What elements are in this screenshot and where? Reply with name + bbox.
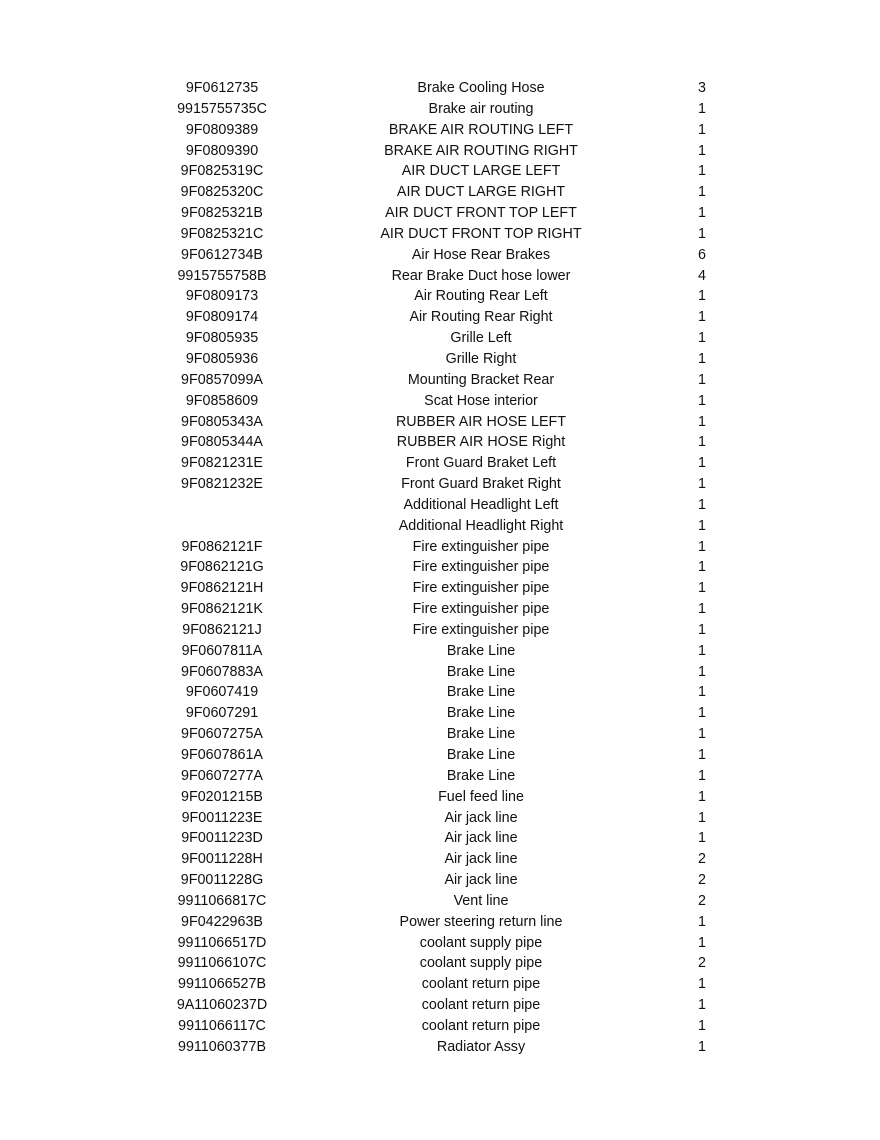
part-number-cell: 9911066117C — [178, 1017, 266, 1034]
description-cell: Air jack line — [444, 872, 518, 889]
part-number-cell: 9F0612734B — [181, 246, 263, 263]
description-cell: Fire extinguisher pipe — [412, 621, 550, 638]
table-row — [0, 557, 880, 578]
description-cell: Air jack line — [444, 830, 518, 847]
quantity-cell: 1 — [698, 601, 706, 618]
part-number-cell: 9F0809389 — [185, 121, 259, 138]
table-row — [0, 828, 880, 849]
description-cell: coolant supply pipe — [419, 934, 543, 951]
part-number-cell: 9911066817C — [177, 892, 267, 909]
description-cell: Air jack line — [444, 851, 518, 868]
description-cell: coolant return pipe — [421, 976, 541, 993]
part-number-cell: 9F0805344A — [181, 434, 263, 451]
description-cell: Air Routing Rear Left — [414, 288, 548, 305]
quantity-cell: 1 — [698, 559, 706, 576]
quantity-cell: 1 — [698, 747, 706, 763]
table-row — [0, 286, 880, 307]
description-cell: Rear Brake Duct hose lower — [391, 267, 571, 284]
description-cell: Additional Headlight Left — [403, 496, 559, 513]
quantity-cell: 1 — [698, 913, 706, 930]
description-cell: Grille Left — [450, 330, 512, 347]
table-row — [0, 412, 880, 433]
quantity-cell: 1 — [698, 726, 706, 743]
part-number-cell: 9F0825321B — [181, 205, 263, 222]
part-number-cell: 9F0607419 — [185, 684, 259, 701]
part-number-cell: 9F0612735 — [185, 80, 259, 96]
part-number-cell: 9F0857099A — [181, 371, 263, 388]
quantity-cell: 1 — [698, 788, 706, 805]
quantity-cell: 1 — [698, 663, 706, 680]
part-number-cell: 9F0862121F — [181, 538, 263, 555]
table-row — [0, 953, 880, 974]
part-number-cell: 9F0805343A — [181, 413, 263, 430]
part-number-cell: 9F0422963B — [181, 913, 263, 930]
table-row — [0, 182, 880, 203]
part-number-cell: 9F0809390 — [185, 142, 259, 159]
quantity-cell: 1 — [698, 580, 706, 597]
description-cell: Fire extinguisher pipe — [412, 601, 550, 618]
description-cell: Brake Cooling Hose — [417, 80, 545, 96]
quantity-cell: 1 — [698, 684, 706, 701]
description-cell: Fire extinguisher pipe — [412, 559, 550, 576]
description-cell: Grille Right — [445, 350, 517, 367]
quantity-cell: 1 — [698, 830, 706, 847]
description-cell: Air jack line — [444, 809, 518, 826]
table-row — [0, 161, 880, 182]
part-number-cell: 9F0011228H — [181, 851, 263, 868]
description-cell: Air Routing Rear Right — [409, 309, 553, 326]
description-cell: AIR DUCT FRONT TOP RIGHT — [380, 225, 582, 242]
description-cell: AIR DUCT LARGE RIGHT — [396, 184, 566, 201]
quantity-cell: 4 — [698, 267, 706, 284]
table-row — [0, 266, 880, 287]
part-number-cell: 9F0011223D — [181, 830, 263, 847]
part-number-cell: 9F0607883A — [181, 663, 263, 680]
part-number-cell: 9F0011223E — [181, 809, 263, 826]
table-row — [0, 328, 880, 349]
table-row — [0, 849, 880, 870]
quantity-cell: 6 — [698, 246, 706, 263]
table-row — [0, 141, 880, 162]
table-row — [0, 703, 880, 724]
quantity-cell: 1 — [698, 997, 706, 1014]
quantity-cell: 2 — [698, 955, 706, 972]
table-row — [0, 641, 880, 662]
table-row — [0, 391, 880, 412]
quantity-cell: 1 — [698, 121, 706, 138]
parts-table — [0, 78, 880, 1058]
part-number-cell: 9F0805936 — [185, 350, 259, 367]
quantity-cell: 1 — [698, 184, 706, 201]
table-row — [0, 1037, 880, 1058]
table-row — [0, 912, 880, 933]
quantity-cell: 1 — [698, 809, 706, 826]
part-number-cell: 9911066107C — [177, 955, 267, 972]
table-row — [0, 307, 880, 328]
part-number-cell: 9F0607291 — [185, 705, 259, 722]
table-row — [0, 537, 880, 558]
part-number-cell: 9F0825321C — [180, 225, 264, 242]
part-number-cell: 9915755735C — [177, 100, 267, 117]
part-number-cell: 9F0607277A — [181, 767, 263, 784]
table-row — [0, 78, 880, 99]
table-row — [0, 516, 880, 537]
table-row — [0, 120, 880, 141]
table-row — [0, 724, 880, 745]
quantity-cell: 3 — [698, 80, 706, 96]
table-row — [0, 432, 880, 453]
part-number-cell: 9F0805935 — [185, 330, 259, 347]
table-row — [0, 766, 880, 787]
part-number-cell: 9F0821231E — [181, 455, 263, 472]
description-cell: Brake Line — [446, 663, 516, 680]
quantity-cell: 1 — [698, 371, 706, 388]
part-number-cell: 9F0011228G — [180, 872, 264, 889]
part-number-cell: 9911066527B — [178, 976, 266, 993]
table-row — [0, 453, 880, 474]
quantity-cell: 1 — [698, 288, 706, 305]
description-cell: Front Guard Braket Right — [401, 476, 561, 493]
table-row — [0, 995, 880, 1016]
description-cell: Brake air routing — [428, 100, 534, 117]
part-number-cell: 9F0821232E — [181, 476, 263, 493]
description-cell: Brake Line — [446, 684, 516, 701]
description-cell: Fire extinguisher pipe — [412, 538, 550, 555]
part-number-cell: 9911060377B — [178, 1038, 266, 1055]
quantity-cell: 1 — [698, 142, 706, 159]
quantity-cell: 1 — [698, 538, 706, 555]
description-cell: AIR DUCT LARGE LEFT — [401, 163, 561, 180]
table-row — [0, 1016, 880, 1037]
part-number-cell: 9F0858609 — [185, 392, 259, 409]
table-row — [0, 245, 880, 266]
description-cell: Power steering return line — [399, 913, 563, 930]
quantity-cell: 1 — [698, 309, 706, 326]
table-row — [0, 787, 880, 808]
table-row — [0, 682, 880, 703]
table-row — [0, 370, 880, 391]
part-number-cell: 9F0607861A — [181, 747, 263, 763]
quantity-cell: 1 — [698, 163, 706, 180]
quantity-cell: 1 — [698, 205, 706, 222]
description-cell: AIR DUCT FRONT TOP LEFT — [385, 205, 577, 222]
part-number-cell: 9F0607275A — [181, 726, 263, 743]
part-number-cell: 9F0809173 — [185, 288, 259, 305]
table-row — [0, 870, 880, 891]
description-cell: Brake Line — [446, 705, 516, 722]
table-row — [0, 662, 880, 683]
table-row — [0, 578, 880, 599]
quantity-cell: 1 — [698, 517, 706, 534]
quantity-cell: 1 — [698, 100, 706, 117]
part-number-cell: 9F0862121G — [180, 559, 264, 576]
quantity-cell: 1 — [698, 1038, 706, 1055]
quantity-cell: 1 — [698, 705, 706, 722]
description-cell: BRAKE AIR ROUTING LEFT — [388, 121, 574, 138]
table-row — [0, 745, 880, 766]
description-cell: RUBBER AIR HOSE Right — [396, 434, 566, 451]
quantity-cell: 2 — [698, 851, 706, 868]
table-row — [0, 349, 880, 370]
description-cell: Radiator Assy — [436, 1038, 526, 1055]
part-number-cell: 9F0201215B — [181, 788, 263, 805]
table-row — [0, 599, 880, 620]
part-number-cell: 9F0862121H — [180, 580, 264, 597]
description-cell: Front Guard Braket Left — [405, 455, 557, 472]
description-cell: Brake Line — [446, 726, 516, 743]
table-row — [0, 808, 880, 829]
description-cell: coolant return pipe — [421, 1017, 541, 1034]
quantity-cell: 2 — [698, 872, 706, 889]
quantity-cell: 1 — [698, 225, 706, 242]
description-cell: Mounting Bracket Rear — [407, 371, 555, 388]
part-number-cell: 9F0825319C — [180, 163, 264, 180]
description-cell: Fuel feed line — [438, 788, 524, 805]
part-number-cell: 9F0862121J — [182, 621, 262, 638]
table-row — [0, 933, 880, 954]
quantity-cell: 1 — [698, 455, 706, 472]
description-cell: RUBBER AIR HOSE LEFT — [395, 413, 566, 430]
part-number-cell: 9F0825320C — [180, 184, 264, 201]
table-row — [0, 474, 880, 495]
quantity-cell: 1 — [698, 392, 706, 409]
table-row — [0, 495, 880, 516]
quantity-cell: 1 — [698, 976, 706, 993]
quantity-cell: 1 — [698, 330, 706, 347]
description-cell: Vent line — [453, 892, 509, 909]
quantity-cell: 1 — [698, 621, 706, 638]
quantity-cell: 1 — [698, 413, 706, 430]
quantity-cell: 1 — [698, 642, 706, 659]
table-row — [0, 99, 880, 120]
quantity-cell: 1 — [698, 934, 706, 951]
quantity-cell: 1 — [698, 1017, 706, 1034]
description-cell: Scat Hose interior — [424, 392, 538, 409]
part-number-cell: 9F0809174 — [185, 309, 259, 326]
table-row — [0, 974, 880, 995]
description-cell: BRAKE AIR ROUTING RIGHT — [384, 142, 578, 159]
quantity-cell: 1 — [698, 350, 706, 367]
quantity-cell: 1 — [698, 496, 706, 513]
description-cell: Brake Line — [446, 767, 516, 784]
description-cell: Air Hose Rear Brakes — [411, 246, 551, 263]
description-cell: Brake Line — [446, 642, 516, 659]
description-cell: coolant supply pipe — [419, 955, 543, 972]
table-row — [0, 203, 880, 224]
part-number-cell: 9F0607811A — [181, 642, 263, 659]
part-number-cell: 9A11060237D — [176, 997, 268, 1014]
part-number-cell: 9915755758B — [177, 267, 267, 284]
description-cell: Fire extinguisher pipe — [412, 580, 550, 597]
quantity-cell: 2 — [698, 892, 706, 909]
description-cell: coolant return pipe — [421, 997, 541, 1014]
description-cell: Additional Headlight Right — [398, 517, 564, 534]
part-number-cell: 9911066517D — [177, 934, 267, 951]
quantity-cell: 1 — [698, 767, 706, 784]
quantity-cell: 1 — [698, 434, 706, 451]
description-cell: Brake Line — [446, 747, 516, 763]
part-number-cell: 9F0862121K — [181, 601, 263, 618]
table-row — [0, 891, 880, 912]
quantity-cell: 1 — [698, 476, 706, 493]
table-row — [0, 620, 880, 641]
table-row — [0, 224, 880, 245]
